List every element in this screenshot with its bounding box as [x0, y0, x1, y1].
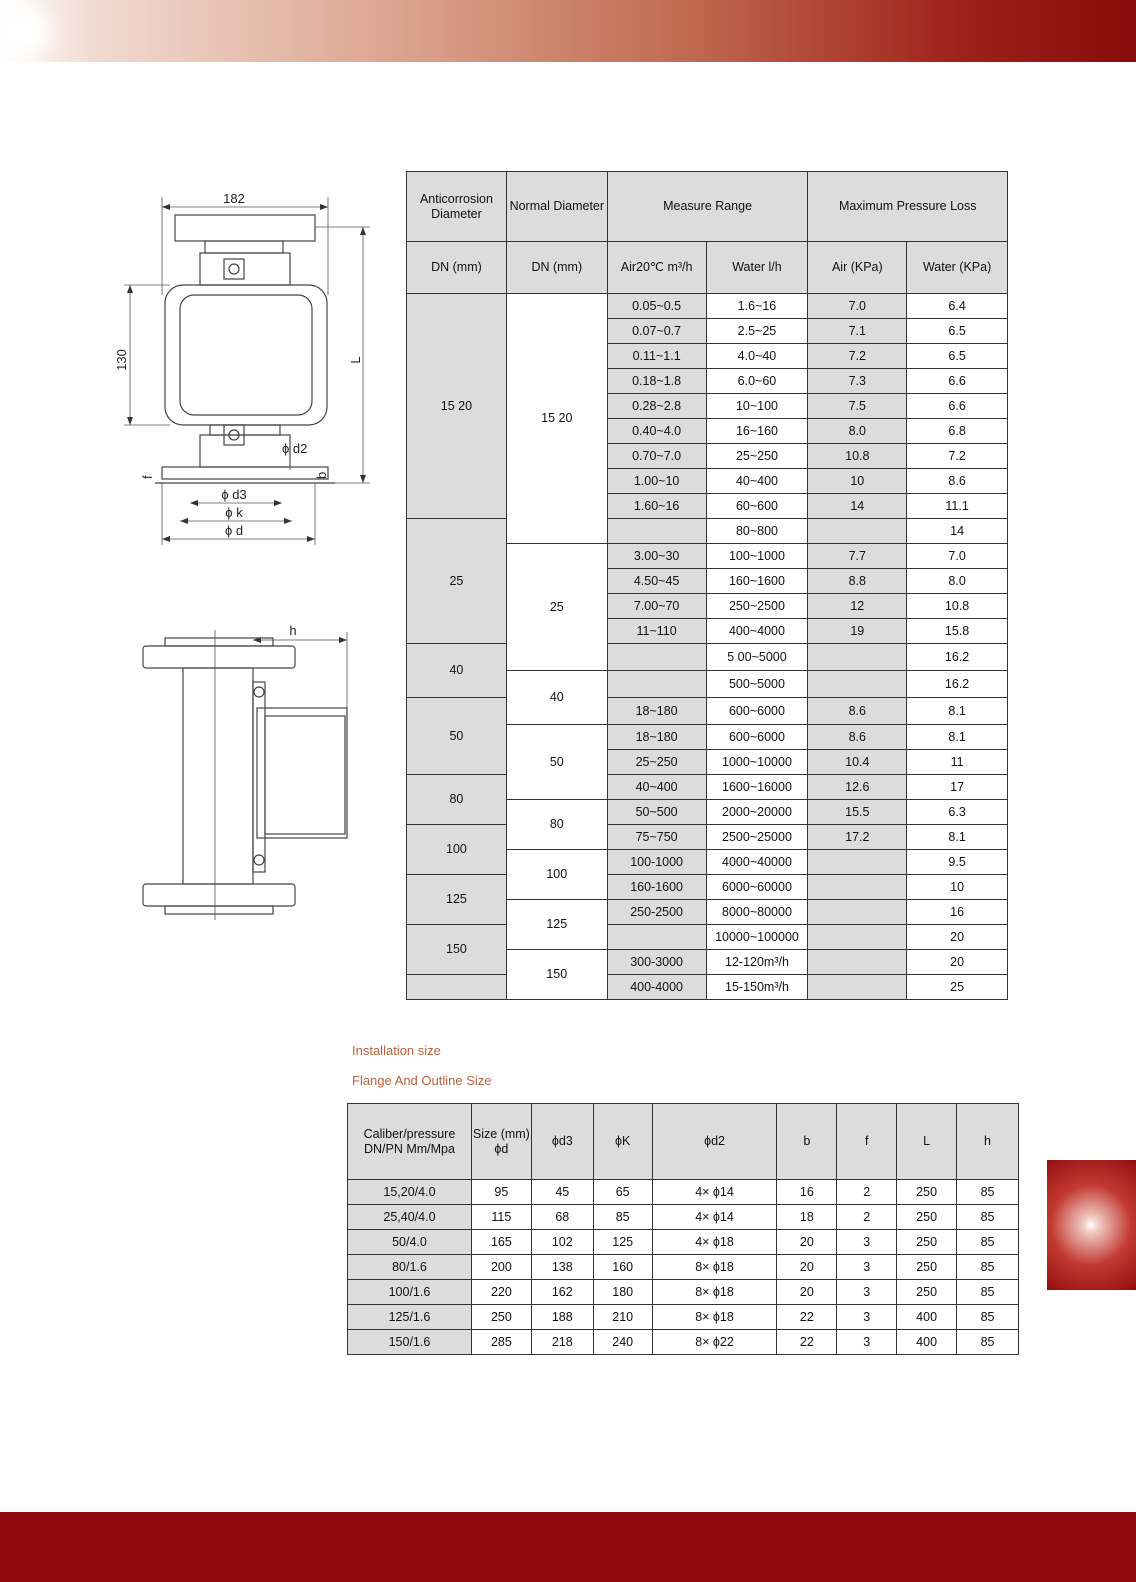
- flange-cell: 250: [897, 1180, 957, 1205]
- measure-range-table: [406, 171, 1008, 1000]
- table-row: [407, 925, 1008, 950]
- table-cell: 16: [907, 900, 1008, 925]
- side-view-drawing: [135, 620, 365, 930]
- table-cell: 18~180: [607, 698, 706, 725]
- flange-cell: 65: [593, 1180, 652, 1205]
- flange-cell: 4× ϕ14: [652, 1205, 777, 1230]
- flange-cell: 100/1.6: [348, 1280, 472, 1305]
- flange-cell: 20: [777, 1255, 837, 1280]
- table-cell: [808, 519, 907, 544]
- table-cell: 40~400: [607, 775, 706, 800]
- table-cell: 15.5: [808, 800, 907, 825]
- table-cell: 4.50~45: [607, 569, 706, 594]
- table-cell: 8.6: [907, 469, 1008, 494]
- flange-cell: 18: [777, 1205, 837, 1230]
- anti-diameter-cell: 50: [407, 698, 507, 775]
- normal-diameter-cell: 50: [506, 725, 607, 800]
- table-cell: 17: [907, 775, 1008, 800]
- flange-table-body: [348, 1180, 1019, 1355]
- flange-cell: 218: [531, 1330, 593, 1355]
- table-row: [348, 1255, 1019, 1280]
- sub-water: Water l/h: [706, 242, 808, 294]
- anti-diameter-cell: 150: [407, 925, 507, 975]
- table-cell: 6.3: [907, 800, 1008, 825]
- flange-cell: 150/1.6: [348, 1330, 472, 1355]
- table-cell: 6.5: [907, 319, 1008, 344]
- bottom-footer-band: [0, 1512, 1136, 1582]
- flange-cell: 2: [837, 1180, 897, 1205]
- normal-diameter-cell: 15 20: [506, 294, 607, 544]
- table-cell: 10: [808, 469, 907, 494]
- table-cell: 11: [907, 750, 1008, 775]
- dim-d2: ϕ d2: [282, 441, 308, 456]
- flange-cell: 125/1.6: [348, 1305, 472, 1330]
- flange-cell: 138: [531, 1255, 593, 1280]
- flange-cell: 85: [593, 1205, 652, 1230]
- table-cell: 16.2: [907, 671, 1008, 698]
- table-cell: 7.0: [808, 294, 907, 319]
- table-cell: 25~250: [706, 444, 808, 469]
- table-cell: 300-3000: [607, 950, 706, 975]
- table-row: [348, 1230, 1019, 1255]
- flange-cell: 250: [471, 1305, 531, 1330]
- table-cell: 400-4000: [607, 975, 706, 1000]
- table-cell: 10.4: [808, 750, 907, 775]
- table-cell: 0.18~1.8: [607, 369, 706, 394]
- normal-diameter-cell: 40: [506, 671, 607, 725]
- flange-cell: 20: [777, 1280, 837, 1305]
- table-cell: 10.8: [808, 444, 907, 469]
- table-cell: 80~800: [706, 519, 808, 544]
- table-cell: 1600~16000: [706, 775, 808, 800]
- table-cell: 7.00~70: [607, 594, 706, 619]
- flange-cell: 240: [593, 1330, 652, 1355]
- dim-k: ϕ k: [225, 505, 243, 520]
- flange-cell: 8× ϕ22: [652, 1330, 777, 1355]
- table-cell: 20: [907, 950, 1008, 975]
- table-cell: 20: [907, 925, 1008, 950]
- table-cell: 1000~10000: [706, 750, 808, 775]
- table-cell: 5 00~5000: [706, 644, 808, 671]
- table-cell: 50~500: [607, 800, 706, 825]
- table-cell: 0.05~0.5: [607, 294, 706, 319]
- table-row: [407, 294, 1008, 319]
- flange-header-cell: ϕd3: [531, 1104, 593, 1180]
- dim-d: ϕ d: [224, 523, 244, 538]
- flange-header-cell: L: [897, 1104, 957, 1180]
- flange-cell: 160: [593, 1255, 652, 1280]
- sub-dn-normal: DN (mm): [506, 242, 607, 294]
- dim-h: h: [289, 623, 297, 638]
- table-cell: [808, 644, 907, 671]
- sub-loss-air: Air (KPa): [808, 242, 907, 294]
- table-cell: [808, 850, 907, 875]
- table-cell: 400~4000: [706, 619, 808, 644]
- table-cell: 8.6: [808, 698, 907, 725]
- table-cell: 0.07~0.7: [607, 319, 706, 344]
- table-cell: 8.1: [907, 825, 1008, 850]
- table-cell: 2.5~25: [706, 319, 808, 344]
- flange-cell: 4× ϕ18: [652, 1230, 777, 1255]
- table-cell: 11.1: [907, 494, 1008, 519]
- table-cell: 14: [907, 519, 1008, 544]
- table-cell: 2000~20000: [706, 800, 808, 825]
- table-cell: 7.5: [808, 394, 907, 419]
- flange-cell: 85: [957, 1180, 1019, 1205]
- hdr-max-loss: Maximum Pressure Loss: [808, 172, 1008, 242]
- table-cell: 6.6: [907, 369, 1008, 394]
- table-cell: 7.2: [808, 344, 907, 369]
- table-cell: 16~160: [706, 419, 808, 444]
- anti-diameter-cell: 15 20: [407, 294, 507, 519]
- flange-cell: 3: [837, 1330, 897, 1355]
- table-cell: 7.3: [808, 369, 907, 394]
- table-cell: 1.60~16: [607, 494, 706, 519]
- flange-cell: 3: [837, 1230, 897, 1255]
- normal-diameter-cell: 150: [506, 950, 607, 1000]
- table-cell: [808, 875, 907, 900]
- table-cell: 15.8: [907, 619, 1008, 644]
- flange-cell: 8× ϕ18: [652, 1305, 777, 1330]
- flange-cell: 15,20/4.0: [348, 1180, 472, 1205]
- table-cell: 60~600: [706, 494, 808, 519]
- table-row: [407, 775, 1008, 800]
- table-cell: 600~6000: [706, 725, 808, 750]
- anti-diameter-cell: 80: [407, 775, 507, 825]
- flange-header-cell: f: [837, 1104, 897, 1180]
- normal-diameter-cell: 125: [506, 900, 607, 950]
- flange-cell: 16: [777, 1180, 837, 1205]
- flange-header-cell: b: [777, 1104, 837, 1180]
- table-cell: 6.6: [907, 394, 1008, 419]
- header-glow: [0, 0, 70, 62]
- table-cell: 18~180: [607, 725, 706, 750]
- flange-cell: 162: [531, 1280, 593, 1305]
- flange-cell: 68: [531, 1205, 593, 1230]
- flange-table-header: [348, 1104, 1019, 1180]
- table-cell: 0.40~4.0: [607, 419, 706, 444]
- table-cell: 8.1: [907, 698, 1008, 725]
- flange-cell: 22: [777, 1330, 837, 1355]
- table-row: [348, 1330, 1019, 1355]
- table-cell: 12-120m³/h: [706, 950, 808, 975]
- anti-diameter-cell: [407, 975, 507, 1000]
- table-cell: 6.5: [907, 344, 1008, 369]
- table-cell: 8.8: [808, 569, 907, 594]
- table-cell: [808, 900, 907, 925]
- table-cell: 10~100: [706, 394, 808, 419]
- installation-size-title: Installation size: [352, 1043, 441, 1058]
- table-cell: 8000~80000: [706, 900, 808, 925]
- table-row: [407, 825, 1008, 850]
- table-cell: 9.5: [907, 850, 1008, 875]
- anti-diameter-cell: 25: [407, 519, 507, 644]
- flange-cell: 285: [471, 1330, 531, 1355]
- table-row: [407, 519, 1008, 544]
- flange-cell: 85: [957, 1230, 1019, 1255]
- table-row: [348, 1280, 1019, 1305]
- sub-dn-anti: DN (mm): [407, 242, 507, 294]
- table-cell: 4000~40000: [706, 850, 808, 875]
- measure-range-body: [407, 294, 1008, 1000]
- table-row: [407, 644, 1008, 671]
- table-cell: 0.70~7.0: [607, 444, 706, 469]
- flange-cell: 2: [837, 1205, 897, 1230]
- table-cell: 4.0~40: [706, 344, 808, 369]
- front-view-drawing: [110, 185, 380, 555]
- table-cell: 15-150m³/h: [706, 975, 808, 1000]
- flange-cell: 50/4.0: [348, 1230, 472, 1255]
- table-row: [348, 1180, 1019, 1205]
- flange-cell: 220: [471, 1280, 531, 1305]
- flange-cell: 400: [897, 1330, 957, 1355]
- table-cell: 14: [808, 494, 907, 519]
- flange-cell: 180: [593, 1280, 652, 1305]
- flange-outline-table: [347, 1103, 1019, 1355]
- table-cell: 2500~25000: [706, 825, 808, 850]
- flange-cell: 8× ϕ18: [652, 1255, 777, 1280]
- flange-cell: 4× ϕ14: [652, 1180, 777, 1205]
- table-cell: 12.6: [808, 775, 907, 800]
- flange-header-cell: ϕK: [593, 1104, 652, 1180]
- table-cell: [607, 519, 706, 544]
- table-cell: 1.6~16: [706, 294, 808, 319]
- table-cell: 8.1: [907, 725, 1008, 750]
- table-cell: [808, 975, 907, 1000]
- table-row: [348, 1205, 1019, 1230]
- flange-cell: 400: [897, 1305, 957, 1330]
- table-cell: 7.0: [907, 544, 1008, 569]
- flange-cell: 250: [897, 1280, 957, 1305]
- table-cell: 250-2500: [607, 900, 706, 925]
- table-cell: [607, 925, 706, 950]
- dim-f: f: [140, 475, 155, 479]
- dim-b: b: [314, 471, 329, 479]
- table-cell: 7.1: [808, 319, 907, 344]
- table-cell: 6.8: [907, 419, 1008, 444]
- top-header-band: [0, 0, 1136, 62]
- table-cell: 25: [907, 975, 1008, 1000]
- table-cell: 10.8: [907, 594, 1008, 619]
- dim-length: L: [348, 356, 363, 364]
- table-cell: [808, 671, 907, 698]
- table-cell: 40~400: [706, 469, 808, 494]
- flange-cell: 45: [531, 1180, 593, 1205]
- side-tab-marker: [1047, 1160, 1136, 1290]
- table-cell: 500~5000: [706, 671, 808, 698]
- flange-cell: 8× ϕ18: [652, 1280, 777, 1305]
- table-cell: 8.0: [907, 569, 1008, 594]
- table-row: [407, 975, 1008, 1000]
- sub-air: Air20℃ m³/h: [607, 242, 706, 294]
- flange-cell: 20: [777, 1230, 837, 1255]
- table-cell: 160-1600: [607, 875, 706, 900]
- flange-cell: 85: [957, 1305, 1019, 1330]
- table-cell: 0.11~1.1: [607, 344, 706, 369]
- table-row: [348, 1305, 1019, 1330]
- flange-cell: 102: [531, 1230, 593, 1255]
- table-row: [407, 698, 1008, 725]
- table-cell: 75~750: [607, 825, 706, 850]
- flange-header-cell: h: [957, 1104, 1019, 1180]
- flange-cell: 95: [471, 1180, 531, 1205]
- table-cell: 10000~100000: [706, 925, 808, 950]
- flange-outline-title: Flange And Outline Size: [352, 1073, 492, 1088]
- table-cell: 8.0: [808, 419, 907, 444]
- table-cell: [607, 644, 706, 671]
- table-row: [407, 875, 1008, 900]
- table-cell: 6000~60000: [706, 875, 808, 900]
- normal-diameter-cell: 80: [506, 800, 607, 850]
- flange-cell: 188: [531, 1305, 593, 1330]
- table-cell: 1.00~10: [607, 469, 706, 494]
- flange-cell: 125: [593, 1230, 652, 1255]
- table-cell: 600~6000: [706, 698, 808, 725]
- table-cell: 12: [808, 594, 907, 619]
- flange-cell: 115: [471, 1205, 531, 1230]
- table-cell: 100-1000: [607, 850, 706, 875]
- flange-cell: 85: [957, 1205, 1019, 1230]
- dim-height: 130: [114, 349, 129, 371]
- flange-cell: 80/1.6: [348, 1255, 472, 1280]
- table-cell: 25~250: [607, 750, 706, 775]
- table-cell: [808, 925, 907, 950]
- table-cell: [607, 671, 706, 698]
- table-cell: 16.2: [907, 644, 1008, 671]
- table-cell: 17.2: [808, 825, 907, 850]
- flange-header-cell: ϕd2: [652, 1104, 777, 1180]
- hdr-anticorrosion: Anticorrosion Diameter: [407, 172, 507, 242]
- table-cell: [808, 950, 907, 975]
- flange-cell: 210: [593, 1305, 652, 1330]
- table-cell: 6.0~60: [706, 369, 808, 394]
- flange-header-cell: Caliber/pressure DN/PN Mm/Mpa: [348, 1104, 472, 1180]
- flange-cell: 85: [957, 1330, 1019, 1355]
- anti-diameter-cell: 125: [407, 875, 507, 925]
- table-cell: 250~2500: [706, 594, 808, 619]
- flange-header-cell: Size (mm) ϕd: [471, 1104, 531, 1180]
- table-cell: 11~110: [607, 619, 706, 644]
- flange-cell: 250: [897, 1230, 957, 1255]
- table-cell: 8.6: [808, 725, 907, 750]
- table-cell: 6.4: [907, 294, 1008, 319]
- flange-cell: 250: [897, 1255, 957, 1280]
- table-cell: 7.2: [907, 444, 1008, 469]
- table-cell: 3.00~30: [607, 544, 706, 569]
- table-cell: 160~1600: [706, 569, 808, 594]
- anti-diameter-cell: 40: [407, 644, 507, 698]
- hdr-measure-range: Measure Range: [607, 172, 808, 242]
- flange-cell: 3: [837, 1255, 897, 1280]
- table-cell: 19: [808, 619, 907, 644]
- normal-diameter-cell: 25: [506, 544, 607, 671]
- flange-cell: 200: [471, 1255, 531, 1280]
- table-cell: 7.7: [808, 544, 907, 569]
- normal-diameter-cell: 100: [506, 850, 607, 900]
- flange-cell: 22: [777, 1305, 837, 1330]
- table-cell: 0.28~2.8: [607, 394, 706, 419]
- flange-cell: 85: [957, 1255, 1019, 1280]
- flange-cell: 3: [837, 1305, 897, 1330]
- flange-cell: 250: [897, 1205, 957, 1230]
- hdr-normal: Normal Diameter: [506, 172, 607, 242]
- flange-cell: 85: [957, 1280, 1019, 1305]
- dim-width: 182: [223, 191, 245, 206]
- flange-cell: 165: [471, 1230, 531, 1255]
- anti-diameter-cell: 100: [407, 825, 507, 875]
- sub-loss-water: Water (KPa): [907, 242, 1008, 294]
- table-cell: 100~1000: [706, 544, 808, 569]
- flange-cell: 25,40/4.0: [348, 1205, 472, 1230]
- table-cell: 10: [907, 875, 1008, 900]
- flange-cell: 3: [837, 1280, 897, 1305]
- dim-d3: ϕ d3: [221, 487, 247, 502]
